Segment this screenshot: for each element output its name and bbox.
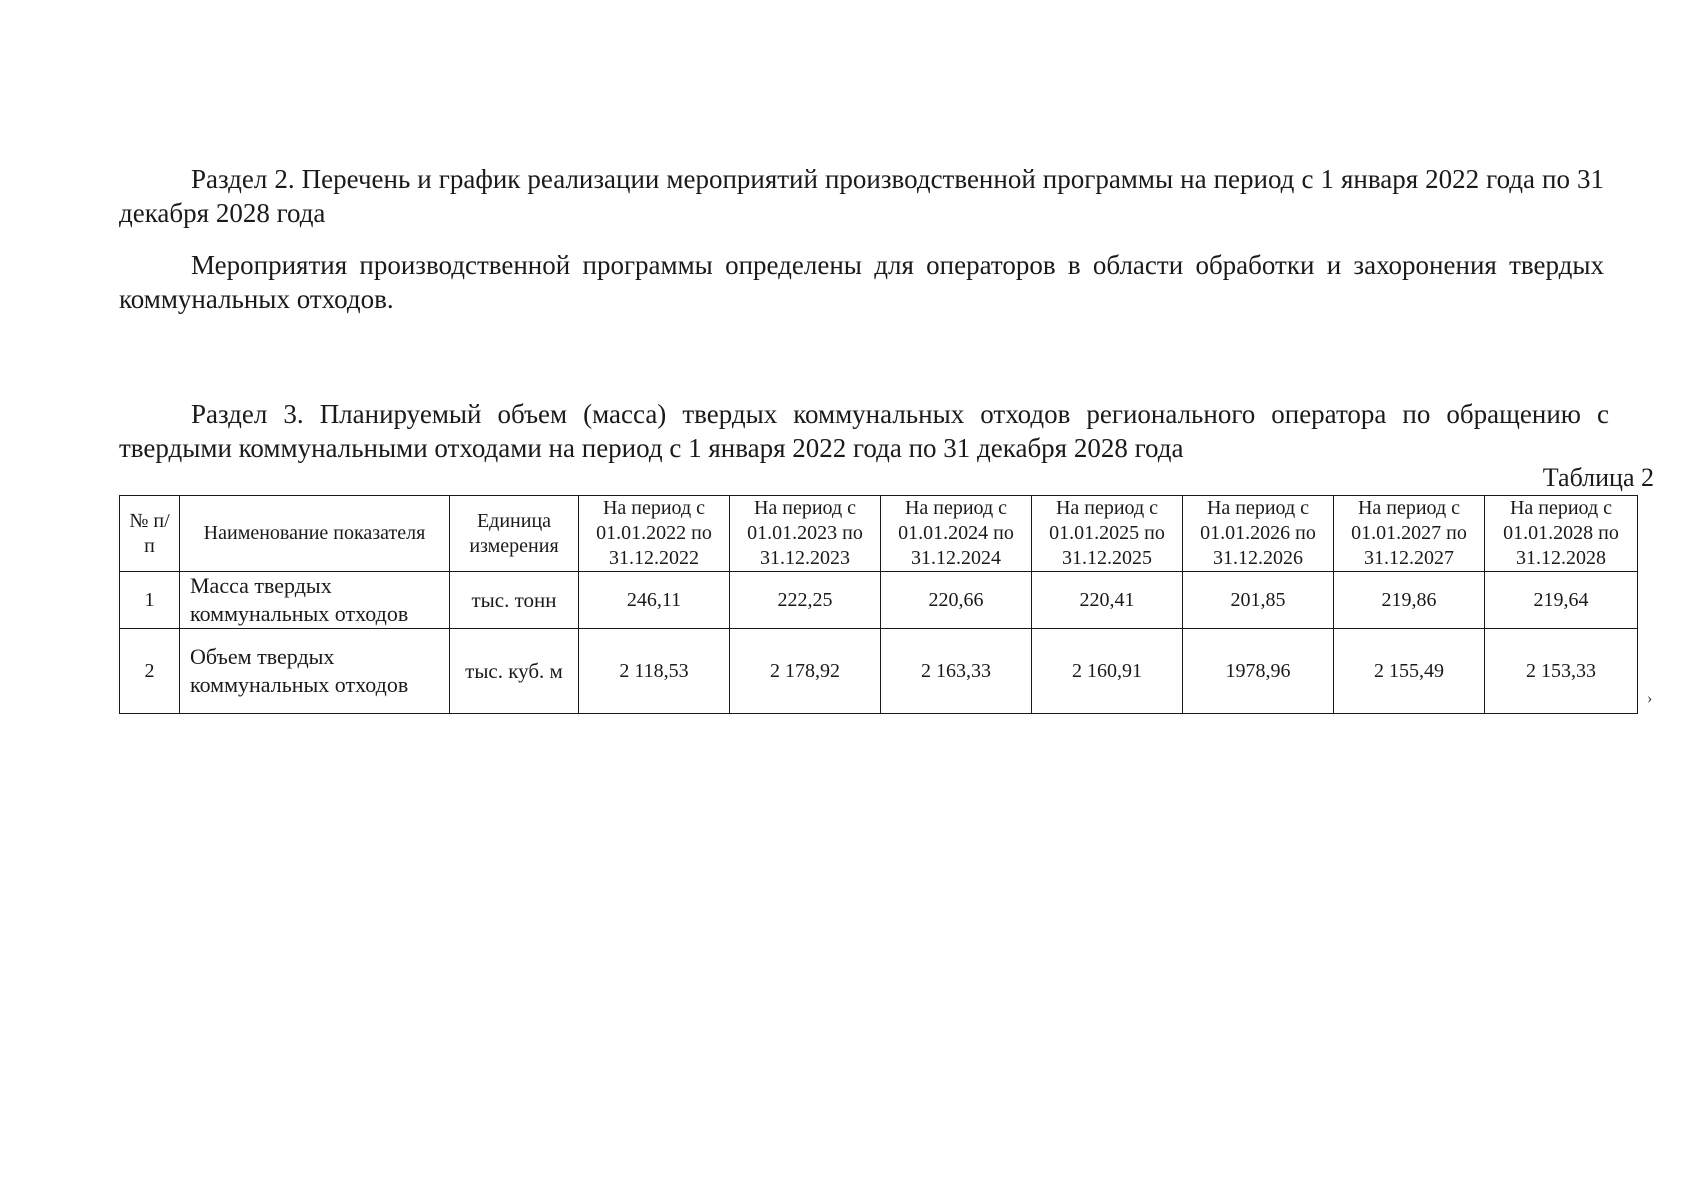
header-period-2024: На период с 01.01.2024 по 31.12.2024 <box>881 496 1032 572</box>
value-2025: 220,41 <box>1032 572 1183 629</box>
section2-body: Мероприятия производственной программы определены для операторов в области обработки и захоронения твердых коммунальных отходов. <box>119 250 1604 314</box>
value-2026: 201,85 <box>1183 572 1334 629</box>
value-2025: 2 160,91 <box>1032 629 1183 714</box>
row-name: Масса твердых коммунальных отходов <box>180 572 450 629</box>
header-period-2022: На период с 01.01.2022 по 31.12.2022 <box>579 496 730 572</box>
row-num: 1 <box>120 572 180 629</box>
header-num: № п/п <box>120 496 180 572</box>
value-2028: 2 153,33 <box>1485 629 1638 714</box>
value-2022: 246,11 <box>579 572 730 629</box>
header-unit: Единица измерения <box>450 496 579 572</box>
header-period-2028: На период с 01.01.2028 по 31.12.2028 <box>1485 496 1638 572</box>
table-header-row <box>120 496 1638 572</box>
value-2024: 220,66 <box>881 572 1032 629</box>
value-2023: 222,25 <box>730 572 881 629</box>
row-name: Объем твердых коммунальных отходов <box>180 629 450 714</box>
waste-volume-table <box>119 495 1638 714</box>
value-2024: 2 163,33 <box>881 629 1032 714</box>
scan-edge-mark: › <box>1647 690 1653 707</box>
header-period-2027: На период с 01.01.2027 по 31.12.2027 <box>1334 496 1485 572</box>
row-unit: тыс. куб. м <box>450 629 579 714</box>
row-num: 2 <box>120 629 180 714</box>
value-2022: 2 118,53 <box>579 629 730 714</box>
value-2026: 1978,96 <box>1183 629 1334 714</box>
header-name: Наименование показателя <box>180 496 450 572</box>
value-2028: 219,64 <box>1485 572 1638 629</box>
header-period-2026: На период с 01.01.2026 по 31.12.2026 <box>1183 496 1334 572</box>
table-row <box>120 572 1638 629</box>
header-period-2023: На период с 01.01.2023 по 31.12.2023 <box>730 496 881 572</box>
header-period-2025: На период с 01.01.2025 по 31.12.2025 <box>1032 496 1183 572</box>
section3-heading: Раздел 3. Планируемый объем (масса) твердых коммунальных отходов регионального оператора по обращению с твердыми коммунальными отходами на период с 1 января 2022 года по 31 декабря 2028 года <box>119 399 1609 463</box>
table-caption: Таблица 2 <box>1542 463 1654 492</box>
row-unit: тыс. тонн <box>450 572 579 629</box>
section2-heading: Раздел 2. Перечень и график реализации мероприятий производственной программы на период с 1 января 2022 года по 31 декабря 2028 года <box>119 164 1604 228</box>
value-2027: 2 155,49 <box>1334 629 1485 714</box>
value-2027: 219,86 <box>1334 572 1485 629</box>
value-2023: 2 178,92 <box>730 629 881 714</box>
table-row <box>120 629 1638 714</box>
